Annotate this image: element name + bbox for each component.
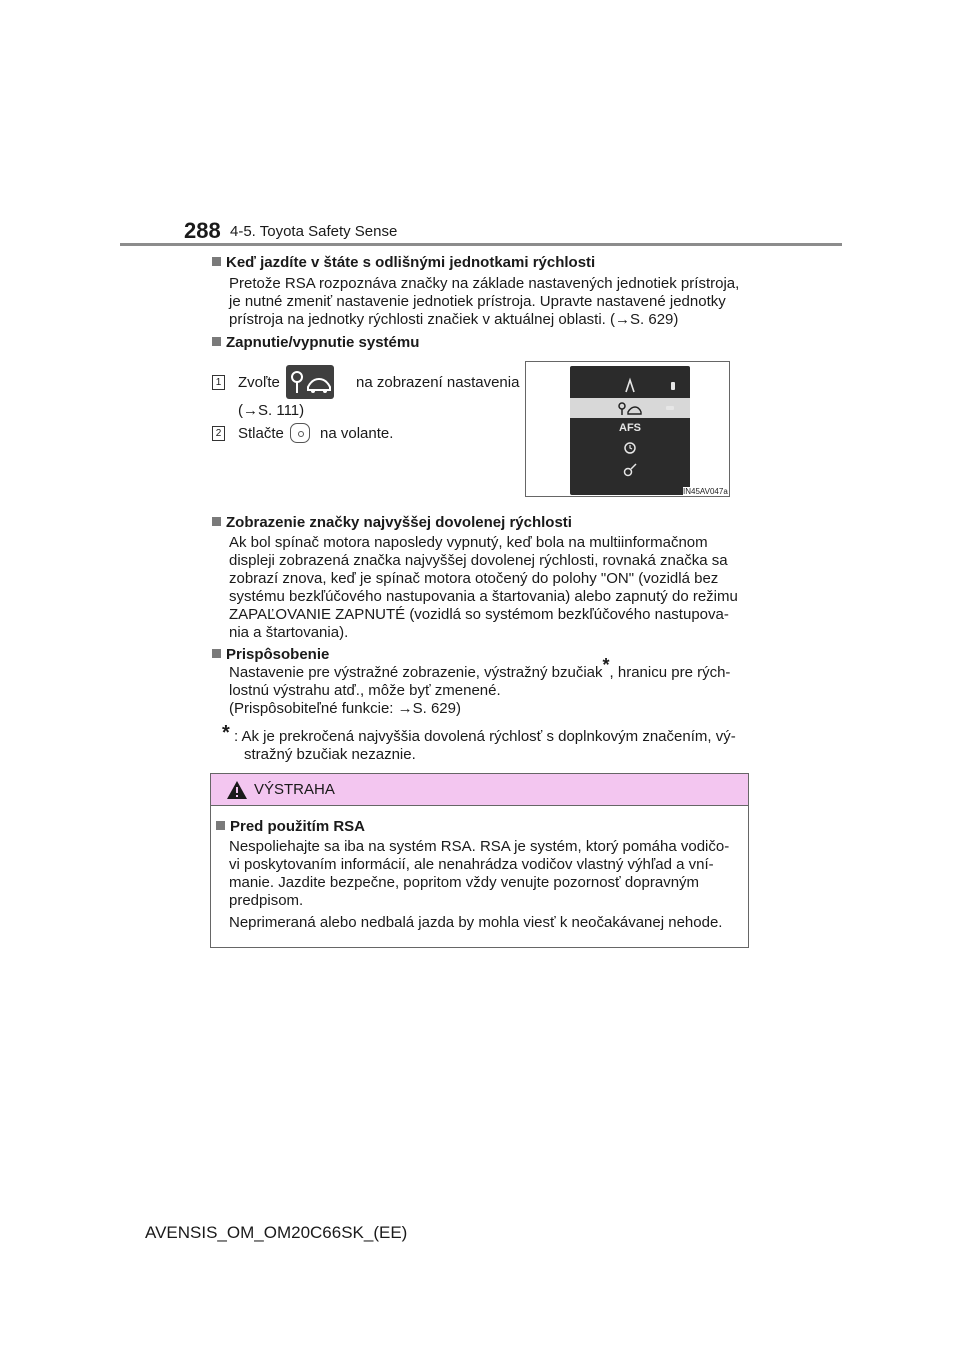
step1-text-c: (→S. 111) bbox=[238, 402, 305, 419]
footnote-line-2: stražný bzučiak nezaznie. bbox=[244, 746, 416, 763]
step-number-2: 2 bbox=[212, 426, 225, 441]
paragraph-units: Pretože RSA rozpoznáva značky na základe nastavených jednotiek prístroja, je nutné zmeniť nastavenie jednotiek prístroja. Upravte nastavené jednotky prístroja na jednotky rýchlosti značiek v aktuálnej oblasti. (→S. 629) bbox=[229, 275, 740, 328]
heading-units: Keď jazdíte v štáte s odlišnými jednotkami rýchlosti bbox=[212, 254, 595, 271]
heading-display: Zobrazenie značky najvyššej dovolenej rýchlosti bbox=[212, 514, 572, 531]
paragraph-custom: Nastavenie pre výstražné zobrazenie, výstražný bzučiak*, hranicu pre rých- lostnú výstrahu atď., môže byť zmenené. (Prispôsobiteľné funkcie: →S. 629) bbox=[229, 655, 731, 717]
step1-text-b: na zobrazení nastavenia bbox=[356, 374, 520, 391]
step1-text-a: Zvoľte bbox=[238, 374, 280, 391]
rsa-menu-icon bbox=[570, 398, 690, 418]
document-code-footer: AVENSIS_OM_OM20C66SK_(EE) bbox=[145, 1223, 408, 1242]
lda-menu-icon bbox=[570, 376, 690, 396]
settings-menu-icon bbox=[570, 460, 690, 480]
bullet-square-icon bbox=[212, 337, 221, 346]
section-title: 4-5. Toyota Safety Sense bbox=[230, 223, 398, 240]
paragraph-display: Ak bol spínač motora naposledy vypnutý, keď bola na multiinformačnom displeji zobrazená značka najvyššej dovolenej rýchlosti, rovnaká značka sa zobrazí znova, keď je spínač motora otočený do polohy "ON" (vozidlá bez systému bezkľúčového nastupovania a štartovania) alebo zapnutý do režimu ZAPAĽOVANIE ZAPNUTÉ (vozidlá so systémom bezkľúčového nastupova- nia a štartovania). bbox=[229, 534, 738, 641]
heading-toggle: Zapnutie/vypnutie systému bbox=[212, 334, 419, 351]
page-number: 288 bbox=[184, 218, 221, 243]
step2-text-b: na volante. bbox=[320, 425, 394, 442]
bullet-square-icon bbox=[212, 257, 221, 266]
multi-info-display bbox=[570, 366, 690, 495]
footnote-line-1: : Ak je prekročená najvyššia dovolená rýchlosť s doplnkovým značením, vý- bbox=[234, 728, 736, 745]
step-number-1: 1 bbox=[212, 375, 225, 390]
footnote-star: * bbox=[222, 722, 230, 744]
figure-code: IN45AV047a bbox=[683, 487, 728, 496]
bullet-square-icon bbox=[212, 649, 221, 658]
header-rule bbox=[120, 243, 842, 246]
steering-switch-icon bbox=[290, 423, 310, 443]
warning-triangle-icon bbox=[226, 780, 248, 800]
rsa-setting-icon bbox=[286, 365, 334, 399]
warning-paragraph: Nespoliehajte sa iba na systém RSA. RSA je systém, ktorý pomáha vodičo- vi poskytovaním informácií, ale nenahrádza vodičov vlastný výhľad a vní- manie. Jazdite bezpečne, popritom vždy venujte pozornosť dopravným predpisom. bbox=[229, 838, 730, 909]
bullet-square-icon bbox=[216, 821, 225, 830]
bullet-square-icon bbox=[212, 517, 221, 526]
heading-custom: Prispôsobenie bbox=[212, 646, 329, 663]
warning-heading: Pred použitím RSA bbox=[216, 818, 365, 835]
step2-text-a: Stlačte bbox=[238, 425, 284, 442]
warning-title: VÝSTRAHA bbox=[254, 781, 335, 798]
warning-paragraph-2: Neprimeraná alebo nedbalá jazda by mohla viesť k neočakávanej nehode. bbox=[229, 914, 723, 931]
clock-menu-icon bbox=[570, 438, 690, 458]
afs-menu-item: AFS bbox=[619, 422, 641, 434]
